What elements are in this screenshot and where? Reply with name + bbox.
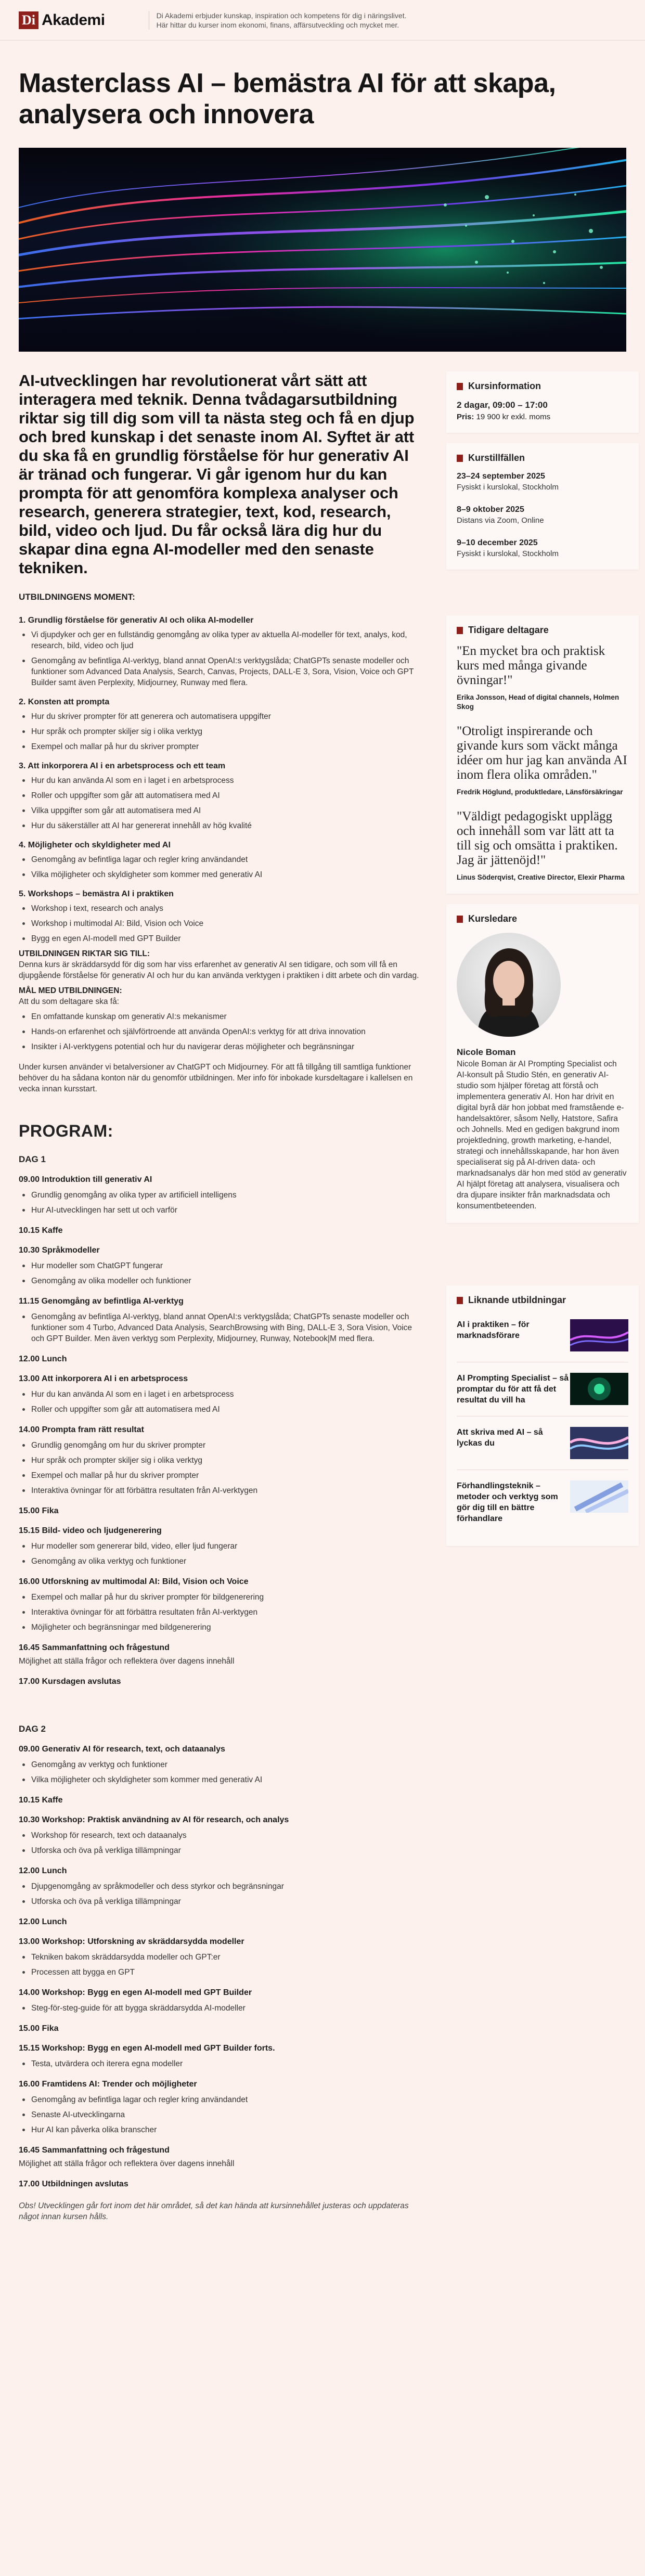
course-date-item[interactable] [457, 538, 628, 558]
slot-time: 15.00 Fika [19, 2024, 59, 2033]
course-duration: 2 dagar, 09:00 – 17:00 [457, 400, 548, 410]
slot-time: 09.00 Generativ AI för research, text, och dataanalys [19, 1745, 225, 1754]
hero-image [19, 148, 626, 352]
list-item: Steg-för-steg-guide för att bygga skräddarsydda AI-modeller [19, 2003, 424, 2014]
target-text: Denna kurs är skräddarsydd för dig som har viss erfarenhet av generativ AI sen tidigare, och som vill få en djupgående förståelse för generativ AI och hur du kan använda verktygen i praktiken i ditt arbete och din vardag. [19, 960, 419, 980]
testimonial-quote: "Väldigt pedagogiskt upplägg och innehåll som var lätt att ta till sig och omsätta i praktiken. Jag är jättenöjd!" [457, 809, 618, 867]
list-item: Genomgång av befintliga AI-verktyg, bland annat OpenAI:s verktygslåda; ChatGPTs senaste modeller och funktioner som 4 Turbo, Advanced Data Analysis, SearchBrowsing with Bing, DALL-E 3, Sora Vision, Voice och GPT Builder. Men även verktyg som Perplexity, Midjourney, Runway, Notebook|M med flera. [19, 1311, 424, 1344]
related-course-thumbnail [570, 1427, 628, 1459]
list-item: Djupgenomgång av språkmodeller och dess styrkor och begränsningar [19, 1881, 424, 1892]
testimonials-card [446, 615, 639, 894]
list-item: Hur AI kan påverka olika branscher [19, 2124, 424, 2135]
slot-time: 16.00 Framtidens AI: Trender och möjligheter [19, 2080, 197, 2089]
testimonial-author: Erika Jonsson, Head of digital channels, Holmen Skog [457, 693, 620, 711]
course-leader-card [446, 904, 639, 1223]
related-course-title: AI Prompting Specialist – så promptar du för att få det resultat du vill ha [457, 1374, 569, 1405]
day-2-schedule [19, 1745, 424, 2189]
list-item: Senaste AI-utvecklingarna [19, 2109, 424, 2120]
related-course-thumbnail [570, 1480, 628, 1513]
date-text: 23–24 september 2025 [457, 472, 545, 481]
list-item: Exempel och mallar på hur du skriver prompter för bildgenerering [19, 1592, 424, 1603]
date-text: 9–10 december 2025 [457, 538, 538, 547]
moment-title: 1. Grundlig förståelse för generativ AI och olika AI-modeller [19, 616, 254, 625]
list-item: Möjligheter och begränsningar med bildgenerering [19, 1622, 424, 1633]
slot-time: 16.45 Sammanfattning och frågestund [19, 2146, 170, 2155]
list-item: Hur modeller som ChatGPT fungerar [19, 1260, 424, 1271]
tagline-line-1: Di Akademi erbjuder kunskap, inspiration och kompetens för dig i näringslivet. [156, 11, 407, 20]
light-streaks-image [19, 148, 626, 352]
logo-mark: Di [19, 11, 38, 29]
list-item: Hur språk och prompter skiljer sig i olika verktyg [19, 1455, 424, 1466]
related-course-title: Förhandlingsteknik – metoder och verktyg som gör dig till en bättre förhandlare [457, 1482, 558, 1523]
slot-time: 12.00 Lunch [19, 1866, 67, 1875]
leader-avatar [457, 933, 561, 1037]
day-1-schedule [19, 1175, 424, 1686]
list-item: Workshop i multimodal AI: Bild, Vision och Voice [19, 918, 424, 929]
list-item: Hur du kan använda AI som en i laget i en arbetsprocess [19, 775, 424, 786]
goals-title: MÅL MED UTBILDNINGEN: [19, 986, 122, 995]
slot-time: 16.00 Utforskning av multimodal AI: Bild, Vision och Voice [19, 1577, 249, 1586]
course-date-item[interactable] [457, 505, 628, 525]
list-item: Utforska och öva på verkliga tillämpningar [19, 1896, 424, 1907]
testimonial-quote: "Otroligt inspirerande och givande kurs som väckt många idéer om hur jag kan använda AI inom flera olika områden." [457, 724, 627, 782]
list-item: Roller och uppgifter som går att automatisera med AI [19, 790, 424, 801]
course-dates-card [446, 443, 639, 570]
leader-bio: Nicole Boman är AI Prompting Specialist och AI-konsult på Studio Stén, en generativ AI-studio som hjälper företag att förstå och implementera generativ AI. Hon har drivit en digital byrå där hon jobbat med framstående e-handelsaktörer, såsom Nelly, Hatstore, Safira och Johnells. Med en gedigen bakgrund inom projektledning, growth marketing, e-handel, strategi och innehållsskapande, har hon även specialiserat sig på AI-driven data- och marknadsanalys där hon med stöd av generativ AI hjälpt företag att analysera, visualisera och dra djupare insikter från marknadsdata och konsumentbeteenden. [457, 1060, 627, 1210]
list-item: Hur AI-utvecklingen har sett ut och varför [19, 1205, 424, 1216]
red-square-icon [457, 627, 463, 634]
list-item: Grundlig genomgång om hur du skriver prompter [19, 1440, 424, 1451]
list-item: Processen att bygga en GPT [19, 1967, 424, 1978]
list-item: Hands-on erfarenhet och självförtroende att använda OpenAI:s verktyg för att driva innovation [19, 1026, 424, 1037]
tagline-line-2: Här hittar du kurser inom ekonomi, finans, affärsutveckling och mycket mer. [156, 20, 399, 29]
main-content [19, 371, 424, 2222]
testimonial-author: Linus Söderqvist, Creative Director, Elexir Pharma [457, 873, 625, 881]
list-item: Genomgång av befintliga AI-verktyg, bland annat OpenAI:s verktygslåda; ChatGPTs senaste modeller och funktioner som Advanced Data Analysis, Search, Canvas, Projects, DALL-E 3, Sora, Vision, Voice och GPT Builder samt även Perplexity, Midjourney, Runway med flera. [19, 655, 424, 688]
slot-time: 12.00 Lunch [19, 1355, 67, 1363]
course-info-title: Kursinformation [468, 381, 541, 391]
program-title: PROGRAM: [19, 1122, 113, 1140]
slot-time: 09.00 Introduktion till generativ AI [19, 1175, 152, 1184]
list-item: Genomgång av olika verktyg och funktioner [19, 1556, 424, 1567]
sidebar [446, 371, 639, 2222]
list-item: Vilka uppgifter som går att automatisera med AI [19, 805, 424, 816]
list-item: Genomgång av olika modeller och funktioner [19, 1276, 424, 1286]
testimonial-quote: "En mycket bra och praktisk kurs med många givande övningar!" [457, 644, 605, 687]
slot-time: 13.00 Workshop: Utforskning av skräddarsydda modeller [19, 1937, 244, 1946]
slot-time: 15.15 Workshop: Bygg en egen AI-modell med GPT Builder forts. [19, 2044, 275, 2053]
list-item: Grundlig genomgång av olika typer av artificiell intelligens [19, 1190, 424, 1201]
list-item: Interaktiva övningar för att förbättra resultaten från AI-verktygen [19, 1485, 424, 1496]
related-course-thumbnail [570, 1373, 628, 1405]
testimonial [457, 724, 628, 797]
list-item: Exempel och mallar på hur du skriver prompter [19, 741, 424, 752]
course-leader-title: Kursledare [468, 913, 518, 924]
red-square-icon [457, 916, 463, 923]
date-location: Fysiskt i kurslokal, Stockholm [457, 549, 559, 558]
moment-title: 4. Möjligheter och skyldigheter med AI [19, 841, 171, 849]
red-square-icon [457, 455, 463, 462]
slot-time: 12.00 Lunch [19, 1917, 67, 1926]
list-item: Exempel och mallar på hur du skriver prompter [19, 1470, 424, 1481]
slot-time: 10.30 Workshop: Praktisk användning av AI för research, och analys [19, 1815, 289, 1824]
logo-word: Akademi [42, 11, 105, 29]
slot-time: 15.00 Fika [19, 1506, 59, 1515]
list-item: Vilka möjligheter och skyldigheter som kommer med generativ AI [19, 869, 424, 880]
site-tagline [149, 11, 407, 30]
list-item: Hur språk och prompter skiljer sig i olika verktyg [19, 726, 424, 737]
moment-title: 5. Workshops – bemästra AI i praktiken [19, 890, 174, 898]
slot-time: 10.15 Kaffe [19, 1226, 63, 1235]
slot-time: 11.15 Genomgång av befintliga AI-verktyg [19, 1297, 184, 1306]
slot-text: Möjlighet att ställa frågor och reflektera över dagens innehåll [19, 1657, 235, 1666]
list-item: Utforska och öva på verkliga tillämpningar [19, 1845, 424, 1856]
moment-title: 3. Att inkorporera AI i en arbetsprocess och ett team [19, 762, 226, 770]
price-label: Pris: [457, 413, 474, 421]
slot-time: 15.15 Bild- video och ljudgenerering [19, 1526, 162, 1535]
slot-time: 10.15 Kaffe [19, 1796, 63, 1805]
target-section [19, 948, 424, 1007]
list-item: Testa, utvärdera och iterera egna modeller [19, 2058, 424, 2069]
price-value: 19 900 kr exkl. moms [476, 413, 551, 421]
list-item: En omfattande kunskap om generativ AI:s mekanismer [19, 1011, 424, 1022]
disclaimer-note: Obs! Utvecklingen går fort inom det här området, så det kan hända att kursinnehållet justeras och uppdateras något innan kursen hålls. [19, 2201, 409, 2221]
list-item: Hur du skriver prompter för att generera och automatisera uppgifter [19, 711, 424, 722]
page-title: Masterclass AI – bemästra AI för att skapa, analysera och innovera [19, 68, 556, 130]
date-location: Distans via Zoom, Online [457, 516, 544, 525]
course-date-item[interactable] [457, 472, 628, 492]
lead-paragraph: AI-utvecklingen har revolutionerat vårt sätt att interagera med teknik. Denna tvådagarsutbildning riktar sig till dig som vill ta nästa steg och få en djup och bred kunskap i det senaste inom AI. Syftet är att du ska få en grundlig förståelse för hur generativ AI är tränad och fungerar. Vi går igenom hur du kan prompta för att genomföra komplexa analyser och research, generera strategier, text, kod, research, bild, video och ljud. Du får också lära dig hur du skapar dina egna AI-modeller med den senaste tekniken. [19, 371, 415, 577]
tools-text: Under kursen använder vi betalversioner av ChatGPT och Midjourney. För att få tillgång till samtliga funktioner behöver du ha sådana konton när du genomför utbildningen. Mer info för inbokade kursdeltagare i kallelsen en vecka innan kursstart. [19, 1063, 413, 1093]
list-item: Genomgång av befintliga lagar och regler kring användandet [19, 854, 424, 865]
testimonial-author: Fredrik Höglund, produktledare, Länsförsäkringar [457, 788, 623, 796]
related-courses-card [446, 1285, 639, 1546]
testimonial [457, 809, 628, 882]
day-1-title: DAG 1 [19, 1154, 46, 1164]
list-item: Tekniken bakom skräddarsydda modeller och GPT:er [19, 1952, 424, 1963]
list-item: Insikter i AI-verktygens potential och hur du navigerar deras möjligheter och begränsningar [19, 1041, 424, 1052]
list-item: Vilka möjligheter och skyldigheter som kommer med generativ AI [19, 1774, 424, 1785]
moment-title: 2. Konsten att prompta [19, 698, 110, 706]
list-item: Workshop för research, text och dataanalys [19, 1830, 424, 1841]
date-text: 8–9 oktober 2025 [457, 505, 524, 514]
red-square-icon [457, 383, 463, 390]
slot-time: 14.00 Workshop: Bygg en egen AI-modell med GPT Builder [19, 1988, 252, 1997]
slot-time: 10.30 Språkmodeller [19, 1246, 100, 1255]
di-akademi-logo[interactable] [19, 11, 105, 29]
slot-text: Möjlighet att ställa frågor och reflektera över dagens innehåll [19, 2159, 235, 2168]
related-course-title: AI i praktiken – för marknadsförare [457, 1320, 530, 1340]
list-item: Hur du säkerställer att AI har genererat innehåll av hög kvalité [19, 820, 424, 831]
date-location: Fysiskt i kurslokal, Stockholm [457, 483, 559, 492]
list-item: Bygg en egen AI-modell med GPT Builder [19, 933, 424, 944]
moments-title: UTBILDNINGENS MOMENT: [19, 592, 135, 602]
testimonials-title: Tidigare deltagare [468, 625, 549, 635]
course-info-card [446, 371, 639, 433]
list-item: Interaktiva övningar för att förbättra resultaten från AI-verktygen [19, 1607, 424, 1618]
related-course-link[interactable] [457, 1470, 628, 1535]
person-portrait-icon [457, 933, 561, 1037]
testimonial [457, 644, 628, 712]
moments-list [19, 616, 424, 944]
list-item: Roller och uppgifter som går att automatisera med AI [19, 1404, 424, 1415]
related-courses-title: Liknande utbildningar [468, 1295, 566, 1305]
red-square-icon [457, 1297, 463, 1304]
slot-time: 17.00 Kursdagen avslutas [19, 1677, 121, 1686]
list-item: Genomgång av befintliga lagar och regler kring användandet [19, 2094, 424, 2105]
slot-time: 17.00 Utbildningen avslutas [19, 2180, 128, 2188]
slot-time: 16.45 Sammanfattning och frågestund [19, 1643, 170, 1652]
target-title: UTBILDNINGEN RIKTAR SIG TILL: [19, 949, 150, 958]
slot-time: 13.00 Att inkorporera AI i en arbetsprocess [19, 1374, 188, 1383]
related-course-link[interactable] [457, 1309, 628, 1362]
related-course-link[interactable] [457, 1416, 628, 1470]
list-item: Vi djupdyker och ger en fullständig genomgång av olika typer av aktuella AI-modeller för text, analys, kod, research, bild, video och ljud [19, 629, 424, 651]
day-2-title: DAG 2 [19, 1724, 46, 1734]
course-dates-title: Kurstillfällen [468, 453, 525, 463]
list-item: Genomgång av verktyg och funktioner [19, 1759, 424, 1770]
leader-name: Nicole Boman [457, 1047, 516, 1057]
list-item: Hur du kan använda AI som en i laget i en arbetsprocess [19, 1389, 424, 1400]
course-price [457, 413, 628, 421]
related-course-thumbnail [570, 1319, 628, 1351]
list-item: Hur modeller som genererar bild, video, eller ljud fungerar [19, 1541, 424, 1552]
goals-intro: Att du som deltagare ska få: [19, 997, 119, 1006]
related-course-title: Att skriva med AI – så lyckas du [457, 1428, 543, 1448]
related-course-link[interactable] [457, 1362, 628, 1416]
site-header [0, 0, 645, 41]
slot-time: 14.00 Prompta fram rätt resultat [19, 1425, 144, 1434]
list-item: Workshop i text, research och analys [19, 903, 424, 914]
